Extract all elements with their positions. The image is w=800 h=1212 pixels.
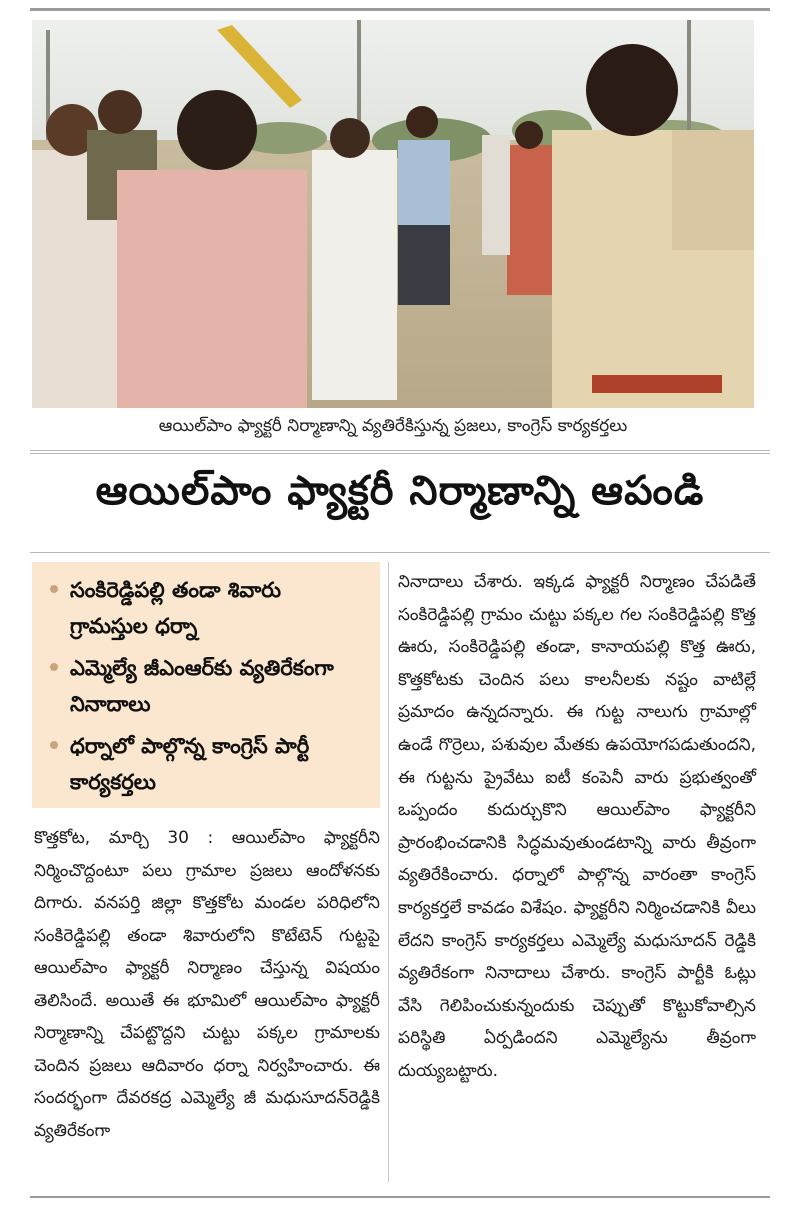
highlight-text: ధర్నాలో పాల్గొన్న కాంగ్రెస్ పార్టీ కార్యకర్తలు	[70, 734, 310, 794]
article-paragraph: కొత్తకోట, మార్చి 30 : ఆయిల్‌పాం ఫ్యాక్టరీని నిర్మించొద్దంటూ పలు గ్రామాల ప్రజలు ఆందోళనకు దిగారు. వనపర్తి జిల్లా కొత్తకోట మండల పరిధిలోని సంకిరెడ్డిపల్లి తండా శివారులోని కొటేటెన్ గుట్టపై ఆయిల్‌పాం ఫ్యాక్టరీ నిర్మాణం చేస్తున్న విషయం తెలిసిందే. అయితే ఈ భూమిలో ఆయిల్‌పాం ఫ్యాక్టరీ నిర్మాణాన్ని చేపట్టొద్దని చుట్టు పక్కల గ్రామాలకు చెందిన ప్రజలు ఆదివారం ధర్నా నిర్వహించారు. ఈ సందర్భంగా దేవరకద్ర ఎమ్మెల్యే జీ మధుసూదన్‌రెడ్డికి వ్యతిరేకంగా	[34, 828, 380, 1141]
photo-caption: ఆయిల్‌పాం ఫ్యాక్టరీ నిర్మాణాన్ని వ్యతిరేకిస్తున్న ప్రజలు, కాంగ్రెస్ కార్యకర్తలు	[158, 416, 628, 436]
column-divider	[388, 562, 389, 1182]
bottom-rule	[30, 1196, 770, 1198]
highlight-text: సంకిరెడ్డిపల్లి తండా శివారు గ్రామస్తుల ధర్నా	[70, 578, 281, 638]
caption-rule	[30, 450, 770, 451]
photo-illustration	[32, 20, 754, 408]
bullet-icon	[50, 741, 58, 749]
news-photo	[32, 20, 754, 408]
bullet-icon	[50, 585, 58, 593]
highlights-box	[32, 562, 380, 808]
article-column-left	[34, 822, 380, 1147]
bullet-icon	[50, 663, 58, 671]
highlight-item	[50, 728, 366, 800]
headline: ఆయిల్‌పాం ఫ్యాక్టరీ నిర్మాణాన్ని ఆపండి	[95, 468, 705, 514]
article-paragraph: నినాదాలు చేశారు. ఇక్కడ ఫ్యాక్టరీ నిర్మాణం చేపడితే సంకిరెడ్డిపల్లి గ్రామం చుట్టు పక్కల గల సంకిరెడ్డిపల్లి కొత్త ఊరు, సంకిరెడ్డిపల్లి తండా, కానాయపల్లి కొత్త ఊరు, కొత్తకోటకు చెందిన పలు కాలనీలకు నష్టం వాటిల్లే ప్రమాదం ఉన్నదన్నారు. ఈ గుట్ట నాలుగు గ్రామాల్లో ఉండే గొర్రెలు, పశువుల మేతకు ఉపయోగపడుతుందని, ఈ గుట్టను ప్రైవేటు ఐటీ కంపెనీ వారు ప్రభుత్వంతో ఒప్పందం కుదుర్చుకొని ఆయిల్‌పాం ఫ్యాక్టరీని ప్రారంభించడానికి సిద్ధమవుతుండటాన్ని వారు తీవ్రంగా వ్యతిరేకించారు. ధర్నాలో పాల్గొన్న వారంతా కాంగ్రెస్ కార్యకర్తలే కావడం విశేషం. ఫ్యాక్టరీని నిర్మించడానికి వీలు లేదని కాంగ్రెస్ కార్యకర్తలు ఎమ్మెల్యే మధుసూదన్ రెడ్డికి వ్యతిరేకంగా నినాదాలు చేశారు. కాంగ్రెస్ పార్టీకి ఓట్లు వేసి గెలిపించుకున్నందుకు చెప్పుతో కొట్టుకోవాల్సిన పరిస్థితి ఏర్పడిందని ఎమ్మెల్యేను తీవ్రంగా దుయ్యబట్టారు.	[398, 572, 756, 1081]
article-column-right	[398, 566, 756, 1088]
headline-rule	[30, 552, 770, 553]
highlight-item	[50, 650, 366, 722]
highlight-item	[50, 572, 366, 644]
highlight-text: ఎమ్మెల్యే జీఎంఆర్‌కు వ్యతిరేకంగా నినాదాలు	[70, 656, 334, 716]
caption-rule-secondary	[30, 453, 770, 454]
top-rule	[30, 8, 770, 11]
